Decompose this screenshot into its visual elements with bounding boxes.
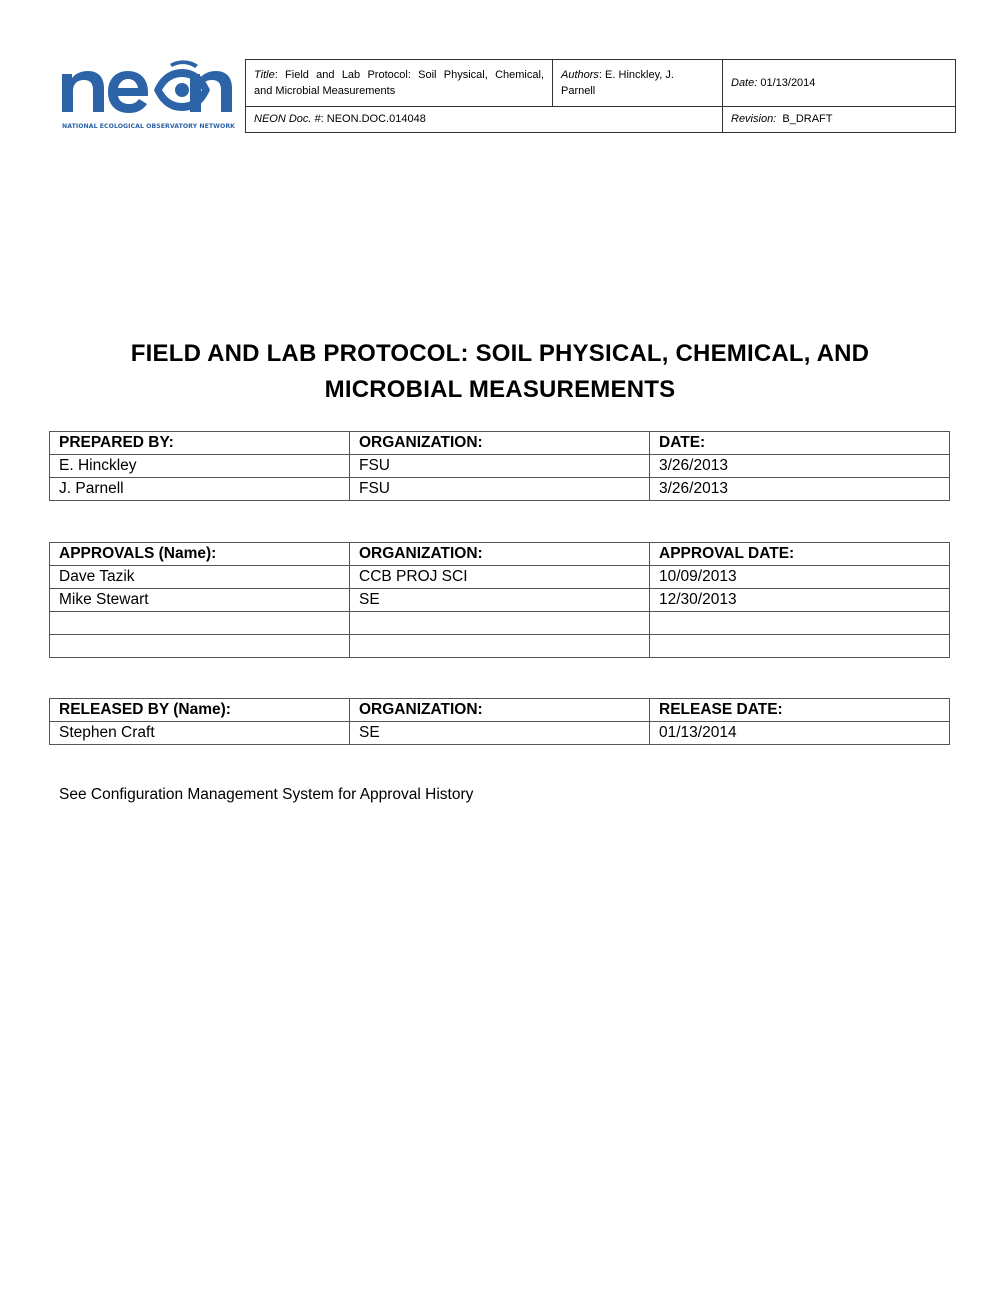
table-row (50, 589, 950, 612)
column-header: ORGANIZATION: (350, 432, 650, 455)
authors-value-2: Parnell (561, 84, 596, 97)
table-row (50, 455, 950, 478)
table-cell: 10/09/2013 (650, 566, 950, 589)
table-cell: Dave Tazik (50, 566, 350, 589)
table-cell: FSU (350, 478, 650, 501)
table-cell: 12/30/2013 (650, 589, 950, 612)
column-header: ORGANIZATION: (350, 543, 650, 566)
doc-number-label: NEON Doc. # (254, 113, 321, 126)
table-header-row (50, 543, 950, 566)
revision-label: Revision: (731, 113, 777, 126)
table-cell: 3/26/2013 (650, 478, 950, 501)
column-header: PREPARED BY: (50, 432, 350, 455)
table-header-row (50, 432, 950, 455)
prepared-by-table (49, 431, 950, 501)
table-cell: 3/26/2013 (650, 455, 950, 478)
header-revision-cell (723, 106, 956, 132)
table-row (50, 612, 950, 635)
table-cell (650, 612, 950, 635)
table-row (50, 478, 950, 501)
date-label: Date: (731, 76, 758, 89)
table-cell: Mike Stewart (50, 589, 350, 612)
column-header: RELEASE DATE: (650, 699, 950, 722)
document-title-line-1: FIELD AND LAB PROTOCOL: SOIL PHYSICAL, CHEMICAL, AND (130, 340, 870, 367)
logo-tagline: NATIONAL ECOLOGICAL OBSERVATORY NETWORK (62, 123, 236, 130)
column-header: DATE: (650, 432, 950, 455)
header-date-cell (723, 60, 956, 107)
table-row (50, 722, 950, 745)
approval-history-note: See Configuration Management System for Approval History (59, 786, 474, 803)
approvals-table (49, 542, 950, 658)
document-title (50, 336, 950, 408)
table-cell: SE (350, 722, 650, 745)
table-cell: FSU (350, 455, 650, 478)
table-cell (350, 635, 650, 658)
released-by-table (49, 698, 950, 745)
revision-value: B_DRAFT (782, 113, 833, 126)
title-label: Title (254, 68, 275, 81)
column-header: ORGANIZATION: (350, 699, 650, 722)
date-value: 01/13/2014 (760, 76, 816, 89)
table-cell: J. Parnell (50, 478, 350, 501)
authors-value: E. Hinckley, J. (605, 68, 674, 81)
table-header-row (50, 699, 950, 722)
column-header: APPROVALS (Name): (50, 543, 350, 566)
title-value-2: and Microbial Measurements (254, 84, 396, 97)
title-value: Field and Lab Protocol: Soil Physical, Chemical, (285, 68, 544, 81)
header-authors-cell: Authors: E. Hinckley, J. Parnell (553, 60, 723, 107)
document-title-line-2: MICROBIAL MEASUREMENTS (324, 376, 676, 403)
table-cell (650, 635, 950, 658)
doc-number-value: NEON.DOC.014048 (326, 113, 426, 126)
column-header: RELEASED BY (Name): (50, 699, 350, 722)
column-header: APPROVAL DATE: (650, 543, 950, 566)
table-cell: SE (350, 589, 650, 612)
document-header-table (245, 59, 956, 133)
table-cell (50, 612, 350, 635)
header-doc-number-cell: NEON Doc. #: NEON.DOC.014048 (246, 106, 723, 132)
table-row (50, 635, 950, 658)
table-row (50, 566, 950, 589)
neon-logo (58, 56, 236, 136)
table-cell (350, 612, 650, 635)
table-cell: CCB PROJ SCI (350, 566, 650, 589)
neon-wordmark-icon (58, 56, 236, 120)
table-cell: Stephen Craft (50, 722, 350, 745)
authors-label: Authors (561, 68, 599, 81)
table-cell (50, 635, 350, 658)
header-title-cell: Title: Field and Lab Protocol: Soil Physical, Chemical, and Microbial Measurements (246, 60, 553, 107)
table-cell: E. Hinckley (50, 455, 350, 478)
table-cell: 01/13/2014 (650, 722, 950, 745)
